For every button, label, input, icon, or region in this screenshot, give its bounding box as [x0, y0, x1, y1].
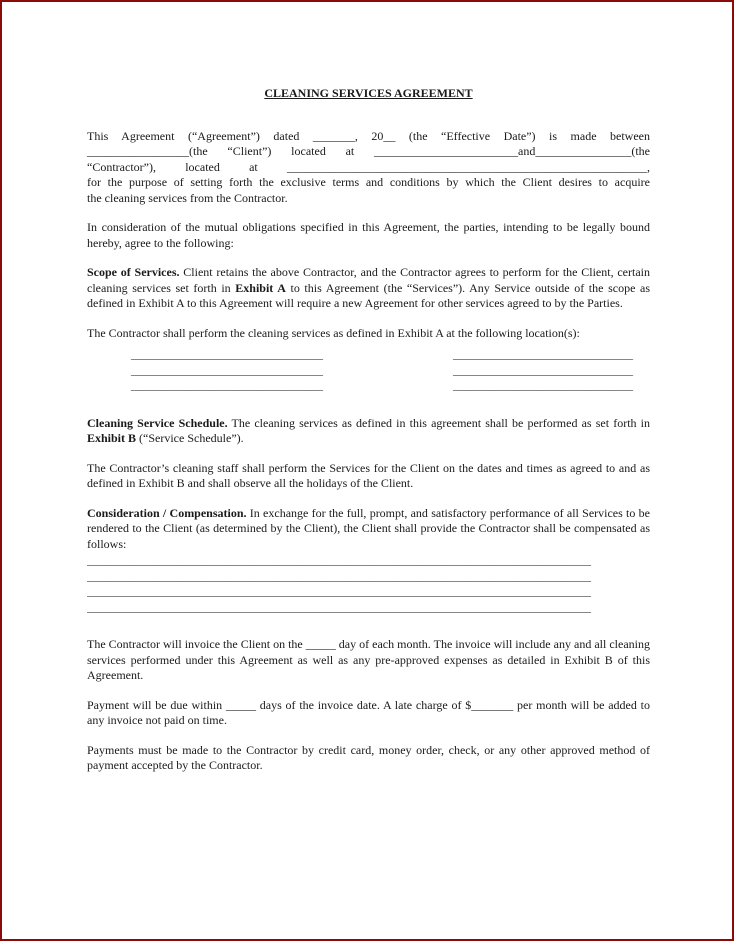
scope-text-a: Client retains the above Contractor, and the Contractor agrees to perform for the Client, certain cleaning services set forth in [87, 265, 650, 295]
compensation-heading: Consideration / Compensation. [87, 505, 247, 520]
schedule-heading: Cleaning Service Schedule. [87, 415, 228, 430]
consideration-intro-paragraph: In consideration of the mutual obligations specified in this Agreement, the parties, intending to be legally bound hereby, agree to the following: [87, 220, 650, 250]
intro-line: for the purpose of setting forth the exclusive terms and conditions by which the Client desires to acquire [87, 175, 650, 189]
schedule-text-a: The cleaning services as defined in this agreement shall be performed as set forth in [227, 415, 650, 430]
location-blank-line: ______________________________ [453, 378, 633, 392]
scope-of-services-paragraph [87, 265, 650, 312]
location-blank-line: ________________________________ [131, 378, 323, 392]
location-blank-line: ________________________________ [131, 347, 323, 361]
agreement-document [87, 86, 650, 788]
location-blanks [87, 347, 650, 394]
compensation-blank-line: ____________________________________________________________________________________ [87, 599, 591, 614]
intro-line: _________________(the “Client”) located at ________________________and________________(the [87, 144, 650, 158]
location-blanks-right [453, 347, 633, 394]
compensation-paragraph [87, 506, 650, 553]
compensation-text: In exchange for the full, prompt, and satisfactory performance of all Services to be rendered to the Client (as determined by the Client), the Client shall provide the Contractor shall be compensated as follows: [87, 505, 650, 551]
staff-paragraph: The Contractor’s cleaning staff shall perform the Services for the Client on the dates and times as agreed to and as defined in Exhibit B and shall observe all the holidays of the Client. [87, 460, 650, 490]
scope-text-b: to this Agreement (the “Services”). Any Service outside of the scope as defined in Exhibit A to this Agreement will require a new Agreement for other services agreed to by the Parties. [87, 280, 650, 310]
intro-paragraph [87, 129, 650, 207]
locations-intro-paragraph: The Contractor shall perform the cleaning services as defined in Exhibit A at the following location(s): [87, 325, 580, 340]
location-blank-line: ________________________________ [131, 362, 323, 377]
intro-line: “Contractor”), located at ____________________________________________________________, [87, 159, 650, 174]
document-title: CLEANING SERVICES AGREEMENT [264, 86, 473, 100]
location-blank-line: ______________________________ [453, 347, 633, 361]
intro-line: This Agreement (“Agreement”) dated _______, 20__ (the “Effective Date”) is made between [87, 128, 650, 143]
service-schedule-paragraph [87, 416, 650, 447]
location-blank-line: ______________________________ [453, 362, 633, 377]
compensation-blank-line: ____________________________________________________________________________________ [87, 568, 591, 583]
payment-due-paragraph: Payment will be due within _____ days of the invoice date. A late charge of $_______ per month will be added to any invoice not paid on time. [87, 697, 650, 727]
compensation-blank-line: ____________________________________________________________________________________ [87, 584, 591, 598]
compensation-blanks [87, 553, 650, 615]
invoice-paragraph: The Contractor will invoice the Client on the _____ day of each month. The invoice will include any and all cleaning services performed under this Agreement as well as any pre-approved expenses as detailed in Exhibit B of this Agreement. [87, 637, 650, 682]
schedule-text-b: (“Service Schedule”). [136, 431, 244, 445]
compensation-blank-line: ____________________________________________________________________________________ [87, 553, 591, 567]
payment-method-paragraph: Payments must be made to the Contractor by credit card, money order, check, or any other approved method of payment accepted by the Contractor. [87, 742, 650, 772]
schedule-exhibit-ref: Exhibit B [87, 431, 137, 445]
intro-line: the cleaning services from the Contractor. [87, 190, 288, 205]
scope-exhibit-ref: Exhibit A [235, 280, 286, 295]
location-blanks-left [131, 347, 323, 394]
scope-heading: Scope of Services. [87, 265, 180, 279]
